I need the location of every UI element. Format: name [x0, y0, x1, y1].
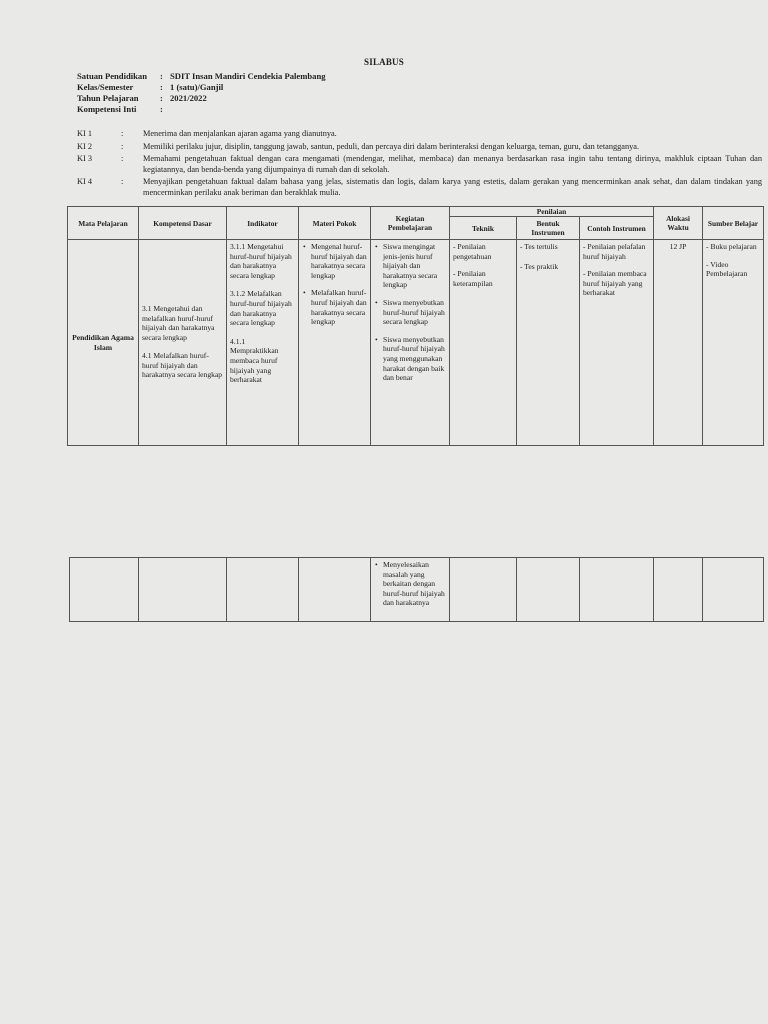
meta-row-school [77, 71, 326, 82]
ki-text: Memiliki perilaku jujur, disiplin, tanggung jawab, santun, peduli, dan percaya diri dalam berinteraksi dengan keluarga, teman, guru, dan tetangganya. [143, 141, 640, 151]
col-header-mapel: Mata Pelajaran [68, 207, 139, 240]
kegiatan-item: • Siswa mengingat jenis-jenis huruf hijaiyah dan harakatnya secara lengkap [383, 242, 446, 290]
identity-block [77, 71, 326, 115]
meta-value: 1 (satu)/Ganjil [170, 82, 224, 92]
contoh-item: - Penilaian pelafalan huruf hijaiyah [583, 242, 646, 261]
header-row [68, 207, 764, 217]
cell-alokasi: 12 JP [654, 240, 703, 446]
cell-materi [299, 240, 371, 446]
cell-empty [227, 558, 299, 622]
col-header-materi: Materi Pokok [299, 207, 371, 240]
ki-code: KI 3 [77, 154, 92, 163]
meta-row-year [77, 93, 326, 104]
kegiatan-item: • Menyelesaikan masalah yang berkaitan dengan huruf-huruf hijaiyah dan harakatnya [383, 560, 446, 608]
kd-item: 3.1 Mengetahui dan melafalkan huruf-huruf hijaiyah dan harakatnya secara lengkap [142, 303, 215, 342]
cell-bentuk [517, 240, 580, 446]
cell-empty [580, 558, 654, 622]
ki-row [77, 177, 762, 198]
cell-empty [299, 558, 371, 622]
core-competency-list [77, 129, 762, 200]
ki-colon: : [121, 177, 124, 186]
meta-colon: : [160, 82, 163, 92]
cell-empty [139, 558, 227, 622]
ki-colon: : [121, 141, 124, 151]
table-row [70, 558, 764, 622]
meta-value: SDIT Insan Mandiri Cendekia Palembang [170, 71, 326, 81]
bentuk-item: - Tes tertulis [520, 242, 558, 251]
bentuk-item: - Tes praktik [520, 261, 559, 271]
col-header-alokasi: Alokasi Waktu [654, 207, 703, 240]
cell-mapel: Pendidikan Agama Islam [68, 240, 139, 446]
indikator-item: 3.1.2 Melafalkan huruf-huruf hijaiyah dan harakatnya secara lengkap [230, 289, 292, 328]
kegiatan-item: • Siswa menyebutkan huruf-huruf hijaiyah secara lengkap [383, 298, 446, 327]
kd-item: 4.1 Melafalkan huruf-huruf hijaiyah dan harakatnya secara lengkap [142, 351, 223, 380]
ki-code: KI 4 [77, 177, 92, 186]
ki-text: Memahami pengetahuan faktual dengan cara mengamati (mendengar, melihat, membaca) dan menanya berdasarkan rasa ingin tahu tentang dirinya, makhluk ciptaan Tuhan dan kegiatannya, dan benda-benda yang dijumpainya di rumah dan di sekolah. [143, 154, 762, 174]
col-header-kd: Kompetensi Dasar [139, 207, 227, 240]
ki-row [77, 154, 762, 175]
meta-colon: : [160, 93, 163, 103]
materi-item: • Mengenal huruf-huruf hijaiyah dan harakatnya secara lengkap [311, 242, 367, 280]
meta-colon: : [160, 71, 163, 81]
col-header-teknik: Teknik [450, 217, 517, 240]
meta-label: Satuan Pendidikan [77, 71, 147, 81]
cell-kegiatan [371, 240, 450, 446]
col-header-contoh: Contoh Instrumen [580, 217, 654, 240]
ki-text: Menyajikan pengetahuan faktual dalam bahasa yang jelas, sistematis dan logis, dalam karya yang estetis, dalam gerakan yang mencerminkan anak sehat, dan dalam tindakan yang mencerminkan perilaku anak beriman dan berakhlak mulia. [143, 177, 762, 197]
cell-empty [450, 558, 517, 622]
sumber-item: - Video Pembelajaran [706, 259, 748, 279]
indikator-item: 3.1.1 Mengetahui huruf-huruf hijaiyah dan harakatnya secara lengkap [230, 242, 292, 280]
cell-sumber [703, 240, 764, 446]
continuation-table [69, 557, 764, 622]
page-title: SILABUS [364, 57, 404, 67]
meta-label: Kelas/Semester [77, 82, 134, 92]
col-header-kegiatan: Kegiatan Pembelajaran [371, 207, 450, 240]
teknik-item: - Penilaian keterampilan [453, 269, 493, 288]
meta-colon: : [160, 104, 163, 114]
teknik-item: - Penilaian pengetahuan [453, 242, 492, 261]
col-header-sumber: Sumber Belajar [703, 207, 764, 240]
cell-empty [70, 558, 139, 622]
cell-indikator [227, 240, 299, 446]
cell-kd [139, 240, 227, 446]
meta-row-class [77, 82, 326, 93]
ki-row [77, 142, 762, 153]
col-header-bentuk: Bentuk Instrumen [517, 217, 580, 240]
cell-contoh [580, 240, 654, 446]
ki-colon: : [121, 154, 124, 163]
kegiatan-item: • Siswa menyebutkan huruf-huruf hijaiyah yang menggunakan harakat dengan baik dan benar [383, 335, 446, 383]
contoh-item: - Penilaian membaca huruf hijaiyah yang berharakat [583, 269, 647, 298]
syllabus-table [67, 206, 764, 446]
table-row [68, 240, 764, 446]
meta-label: Kompetensi Inti [77, 104, 137, 114]
cell-empty [517, 558, 580, 622]
ki-code: KI 1 [77, 129, 92, 138]
ki-text: Menerima dan menjalankan ajaran agama yang dianutnya. [143, 129, 337, 138]
materi-item: • Melafalkan huruf-huruf hijaiyah dan harakatnya secara lengkap [311, 288, 367, 326]
cell-empty [654, 558, 703, 622]
meta-label: Tahun Pelajaran [77, 93, 139, 103]
ki-colon: : [121, 129, 124, 138]
col-header-indikator: Indikator [227, 207, 299, 240]
cell-kegiatan [371, 558, 450, 622]
ki-code: KI 2 [77, 141, 92, 151]
meta-row-ki [77, 104, 326, 115]
col-header-penilaian: Penilaian [450, 207, 654, 217]
ki-row [77, 129, 762, 140]
indikator-item: 4.1.1 Mempraktikkan membaca huruf hijaiyah yang berharakat [230, 336, 279, 385]
meta-value: 2021/2022 [170, 93, 207, 103]
sumber-item: - Buku pelajaran [706, 242, 757, 251]
cell-empty [703, 558, 764, 622]
cell-teknik [450, 240, 517, 446]
